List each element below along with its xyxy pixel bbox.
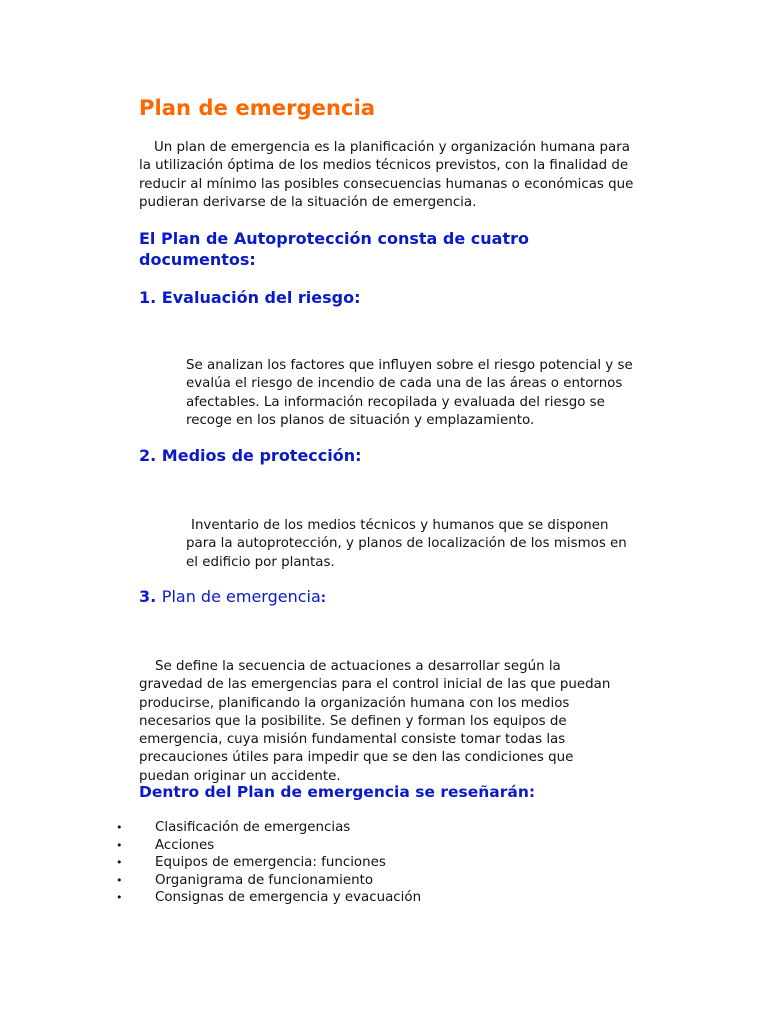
section-1-title: Evaluación del riesgo:	[161, 288, 361, 307]
list-item	[0, 872, 600, 890]
bullet-icon: •	[116, 838, 123, 852]
list-heading: Dentro del Plan de emergencia se reseñarán:	[139, 783, 536, 801]
list-item-label: Equipos de emergencia: funciones	[155, 855, 386, 871]
bullet-icon: •	[116, 821, 123, 834]
list-item-label: Consignas de emergencia y evacuación	[155, 890, 422, 906]
bullet-icon: •	[116, 856, 123, 870]
section-1-body: Se analizan los factores que influyen sobre el riesgo potencial y se evalúa el riesgo de incendio de cada una de las áreas o entornos afectables. La información recopilada y evaluada del riesgo se recoge en los planos de situación y emplazamiento.	[186, 358, 633, 428]
section-2-number: 2.	[139, 446, 157, 465]
list-item-label: Acciones	[155, 837, 215, 853]
page-title: Plan de emergencia	[139, 96, 376, 120]
list-item	[0, 819, 600, 837]
list-item	[0, 854, 600, 872]
bullet-icon: •	[116, 891, 123, 905]
intro-paragraph: Un plan de emergencia es la planificación y organización humana para la utilización óptima de los medios técnicos previstos, con la finalidad de reducir al mínimo las posibles consecuencias humanas o económicas que pudieran derivarse de la situación de emergencia.	[139, 140, 634, 210]
list-item	[0, 837, 600, 855]
section-3-title: Plan de emergencia	[161, 587, 321, 606]
section-3-colon: :	[320, 591, 326, 606]
section-2-title: Medios de protección:	[161, 446, 362, 465]
autoproteccion-heading: El Plan de Autoprotección consta de cuatro documentos:	[139, 229, 529, 269]
emergency-plan-list	[0, 819, 600, 907]
list-item-label: Organigrama de funcionamiento	[155, 872, 374, 888]
list-item	[0, 889, 600, 907]
section-1-number: 1.	[139, 288, 157, 307]
bullet-icon: •	[116, 873, 123, 887]
section-3-heading	[139, 586, 326, 609]
section-2-body: Inventario de los medios técnicos y humanos que se disponen para la autoprotección, y planos de localización de los mismos en el edificio por plantas.	[186, 518, 627, 570]
list-item-label: Clasificación de emergencias	[155, 820, 351, 835]
section-3-number: 3.	[139, 587, 157, 606]
section-1-heading	[139, 287, 361, 308]
section-2-heading	[139, 445, 362, 466]
section-3-body: Se define la secuencia de actuaciones a desarrollar según la gravedad de las emergencias para el control inicial de las que puedan producirse, planificando la organización humana con los medios necesarios que la posibilite. Se definen y forman los equipos de emergencia, cuya misión fundamental consiste tomar todas las precauciones útiles para impedir que se den las condiciones que puedan originar un accidente.	[139, 659, 611, 784]
